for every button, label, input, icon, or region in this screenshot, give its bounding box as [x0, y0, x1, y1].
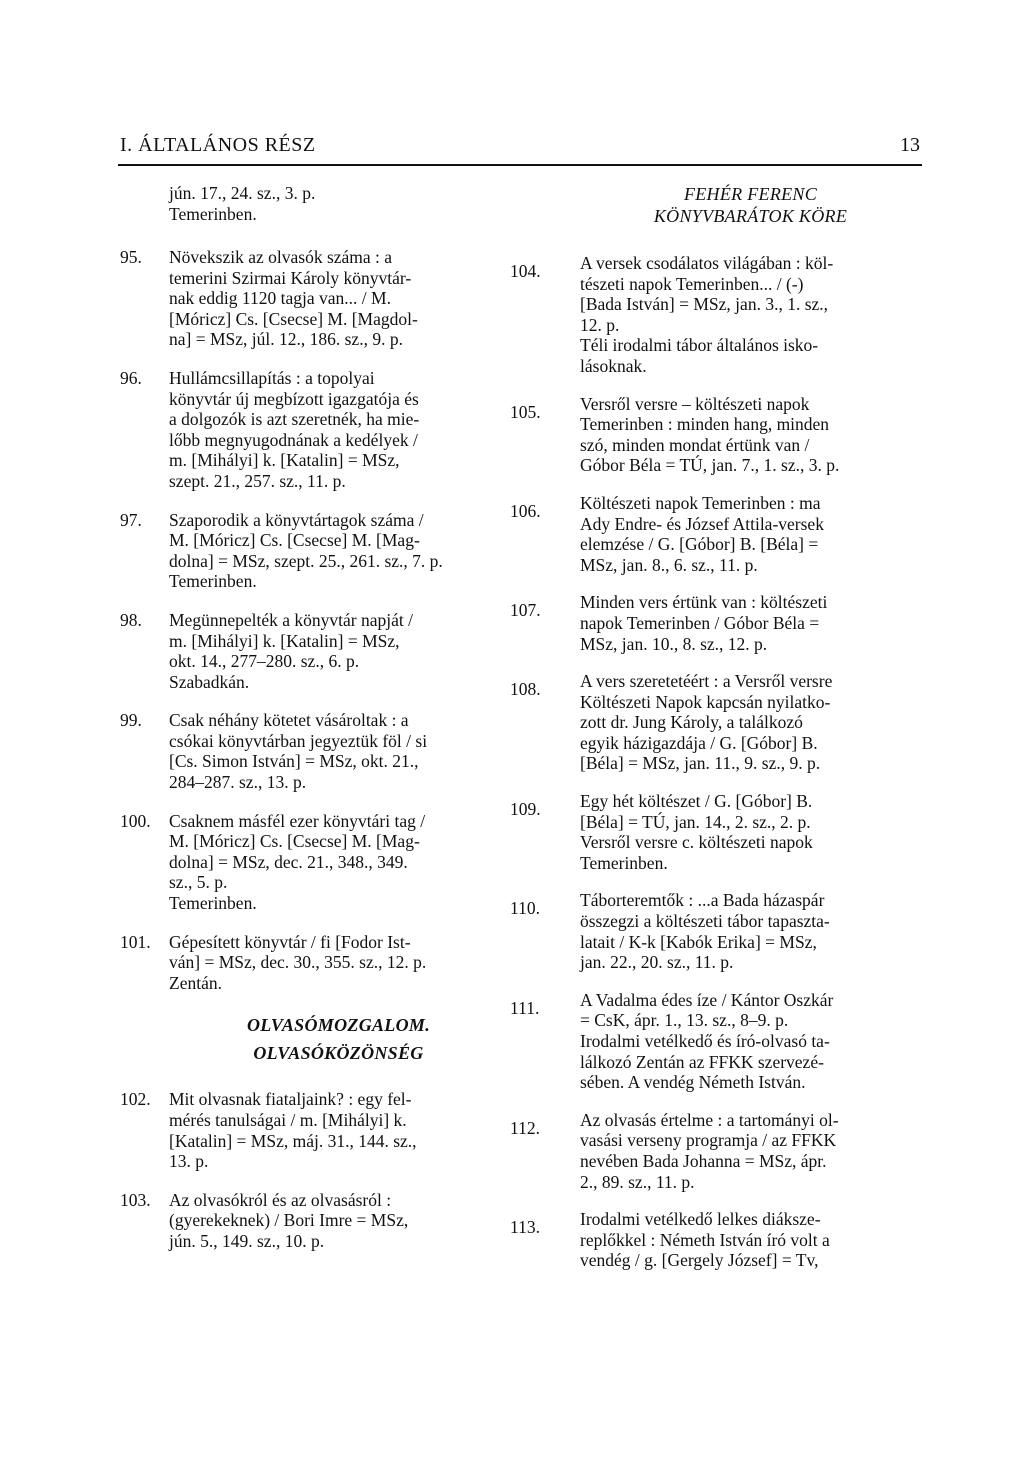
bibliography-entry	[120, 710, 508, 792]
entry-text	[580, 592, 921, 654]
entry-line: Minden vers értünk van : költészeti	[580, 592, 828, 613]
entry-number: 97.	[120, 509, 142, 530]
bibliography-entry	[510, 890, 921, 972]
entry-line: [Béla] = TÚ, jan. 14., 2. sz., 2. p.	[580, 811, 811, 832]
entry-number: 113.	[510, 1217, 540, 1238]
bibliography-entry	[510, 592, 921, 654]
entry-line: Hullámcsillapítás : a topolyai	[169, 367, 375, 388]
entry-number: 111.	[510, 997, 540, 1018]
entry-line: Csaknem másfél ezer könyvtári tag /	[169, 810, 426, 831]
bibliography-entry	[510, 1209, 921, 1271]
entry-line: sében. A vendég Németh István.	[580, 1072, 806, 1093]
entry-text	[580, 671, 921, 774]
entry-line: tészeti napok Temerinben... / (-)	[580, 273, 804, 294]
entry-number: 112.	[510, 1117, 540, 1138]
bibliography-entry	[120, 247, 508, 350]
entry-line: [Cs. Simon István] = MSz, okt. 21.,	[169, 751, 419, 772]
entry-text	[169, 247, 508, 350]
entry-line: 2., 89. sz., 11. p.	[580, 1171, 695, 1192]
entry-line: szept. 21., 257. sz., 11. p.	[169, 470, 346, 491]
entry-line: Egy hét költészet / G. [Góbor] B.	[580, 791, 813, 812]
entry-number: 110.	[510, 898, 540, 919]
entry-text	[169, 1089, 508, 1171]
entry-text	[169, 510, 508, 592]
entry-line: csókai könyvtárban jegyeztük föl / si	[169, 730, 428, 751]
entry-line: M. [Móricz] Cs. [Csecse] M. [Mag-	[169, 530, 420, 551]
bibliography-entry	[120, 811, 508, 914]
entry-text	[169, 610, 508, 692]
entry-line: ván] = MSz, dec. 30., 355. sz., 12. p.	[169, 952, 427, 973]
section-heading-line: OLVASÓKÖZÖNSÉG	[253, 1043, 424, 1064]
entry-text	[580, 1110, 921, 1192]
entry-line: Temerinben.	[580, 852, 668, 873]
running-head-section: I. ÁLTALÁNOS RÉSZ	[120, 134, 316, 156]
entry-line: nevében Bada Johanna = MSz, ápr.	[580, 1150, 827, 1171]
entry-line: [Bada István] = MSz, jan. 3., 1. sz.,	[580, 294, 829, 315]
entry-line: okt. 14., 277–280. sz., 6. p.	[169, 651, 360, 672]
continued-entry	[120, 183, 508, 225]
entry-line: Költészeti Napok kapcsán nyilatko-	[580, 691, 831, 712]
entry-number: 96.	[120, 367, 142, 388]
entry-text	[580, 253, 921, 377]
entry-line: Versről versre – költészeti napok	[580, 393, 810, 414]
entry-line: Zentán.	[169, 972, 222, 993]
entry-line: replőkkel : Németh István író volt a	[580, 1229, 830, 1250]
bibliography-entry	[510, 791, 921, 873]
entry-line: m. [Mihályi] k. [Katalin] = MSz,	[169, 450, 400, 471]
entry-line: 13. p.	[169, 1151, 209, 1172]
entry-line: összegzi a költészeti tábor tapaszta-	[580, 911, 830, 932]
entry-line: Gépesített könyvtár / fi [Fodor Ist-	[169, 931, 411, 952]
entry-line: Versről versre c. költészeti napok	[580, 832, 813, 853]
entry-line: Temerinben.	[169, 893, 257, 914]
bibliography-entry	[510, 1110, 921, 1192]
entry-line: Szabadkán.	[169, 671, 250, 692]
entry-number: 99.	[120, 710, 142, 731]
entry-number: 100.	[120, 810, 151, 831]
entry-line: m. [Mihályi] k. [Katalin] = MSz,	[169, 630, 400, 651]
entry-text	[580, 890, 921, 972]
entry-number: 103.	[120, 1189, 151, 1210]
entry-line: Téli irodalmi tábor általános isko-	[580, 335, 819, 356]
entry-line: Növekszik az olvasók száma : a	[169, 247, 393, 267]
entry-line: (gyerekeknek) / Bori Imre = MSz,	[169, 1210, 409, 1231]
section-heading	[120, 1011, 508, 1067]
entry-line: sz., 5. p.	[169, 872, 228, 893]
bibliography-entry	[120, 932, 508, 994]
entry-line: 12. p.	[580, 314, 620, 335]
entry-text	[580, 1209, 921, 1271]
bibliography-entry	[120, 368, 508, 492]
entry-text	[580, 493, 921, 575]
entry-line: Táborteremtők : ...a Bada házaspár	[580, 890, 825, 911]
entry-text	[580, 394, 921, 476]
bibliography-entry	[120, 510, 508, 592]
section-heading	[510, 183, 921, 227]
entry-line: elemzése / G. [Góbor] B. [Béla] =	[580, 534, 819, 555]
entry-line: Mit olvasnak fiataljaink? : egy fel-	[169, 1089, 412, 1110]
entry-number: 98.	[120, 609, 142, 630]
entry-number: 105.	[510, 401, 541, 422]
entry-line: A Vadalma édes íze / Kántor Oszkár	[580, 989, 834, 1010]
entry-line: Irodalmi vetélkedő lelkes diáksze-	[580, 1209, 821, 1230]
entry-line: [Béla] = MSz, jan. 11., 9. sz., 9. p.	[580, 753, 821, 774]
entry-line: lálkozó Zentán az FFKK szervezé-	[580, 1051, 824, 1072]
entry-text	[169, 811, 508, 914]
entry-number: 104.	[510, 261, 541, 281]
bibliography-entry	[120, 1089, 508, 1171]
section-heading-line: KÖNYVBARÁTOK KÖRE	[653, 206, 848, 226]
bibliography-entry	[510, 394, 921, 476]
entry-number: 102.	[120, 1089, 151, 1110]
entry-line: Megünnepelték a könyvtár napját /	[169, 609, 413, 630]
entry-line: A vers szeretetéért : a Versről versre	[580, 671, 833, 692]
bibliography-entry	[120, 1190, 508, 1252]
entry-line: [Móricz] Cs. [Csecse] M. [Magdol-	[169, 308, 418, 329]
page-number: 13	[900, 134, 920, 156]
entry-number: 107.	[510, 600, 541, 621]
entry-line: zott dr. Jung Károly, a találkozó	[580, 712, 803, 733]
entry-line: na] = MSz, júl. 12., 186. sz., 9. p.	[169, 329, 403, 350]
entry-line: 284–287. sz., 13. p.	[169, 772, 307, 793]
entry-line: MSz, jan. 10., 8. sz., 12. p.	[580, 633, 768, 654]
entry-line: M. [Móricz] Cs. [Csecse] M. [Mag-	[169, 831, 420, 852]
entry-line: A versek csodálatos világában : köl-	[580, 253, 834, 273]
entry-line: Az olvasás értelme : a tartományi ol-	[580, 1109, 839, 1130]
entry-line: dolna] = MSz, dec. 21., 348., 349.	[169, 851, 408, 872]
entry-number: 106.	[510, 500, 541, 521]
right-column	[510, 183, 921, 1288]
entry-number: 109.	[510, 799, 541, 820]
entry-line: Ady Endre- és József Attila-versek	[580, 513, 824, 534]
entry-text	[169, 932, 508, 994]
entry-line: a dolgozók is azt szeretnék, ha mie-	[169, 409, 420, 430]
entry-text	[169, 368, 508, 492]
entry-line: dolna] = MSz, szept. 25., 261. sz., 7. p.	[169, 550, 443, 571]
entry-line: Szaporodik a könyvtártagok száma /	[169, 509, 424, 530]
entry-text	[580, 990, 921, 1093]
entry-line: MSz, jan. 8., 6. sz., 11. p.	[580, 554, 758, 575]
entry-line: = CsK, ápr. 1., 13. sz., 8–9. p.	[580, 1010, 789, 1031]
entry-line: lásoknak.	[580, 355, 647, 376]
header-rule	[118, 164, 922, 166]
continued-line: Temerinben.	[169, 204, 257, 224]
entry-line: vasási verseny programja / az FFKK	[580, 1130, 837, 1151]
section-heading-line: OLVASÓMOZGALOM.	[246, 1015, 430, 1036]
entry-line: Irodalmi vetélkedő és író-olvasó ta-	[580, 1031, 830, 1051]
entry-text	[169, 1190, 508, 1252]
entry-line: Temerinben : minden hang, minden	[580, 414, 830, 435]
left-column	[120, 183, 508, 1270]
bibliography-entry	[510, 253, 921, 377]
entry-line: Góbor Béla = TÚ, jan. 7., 1. sz., 3. p.	[580, 455, 840, 476]
entry-text	[169, 710, 508, 792]
continued-line: jún. 17., 24. sz., 3. p.	[169, 183, 316, 203]
entry-line: egyik házigazdája / G. [Góbor] B.	[580, 732, 818, 753]
entry-line: jan. 22., 20. sz., 11. p.	[580, 952, 734, 973]
entry-line: Csak néhány kötetet vásároltak : a	[169, 710, 409, 731]
entry-line: vendég / g. [Gergely József] = Tv,	[580, 1250, 819, 1271]
entry-number: 108.	[510, 679, 541, 700]
entry-number: 95.	[120, 247, 142, 267]
page-header	[120, 134, 920, 164]
bibliography-entry	[510, 990, 921, 1093]
bibliography-entry	[510, 493, 921, 575]
entry-number: 101.	[120, 931, 151, 952]
entry-line: könyvtár új megbízott igazgatója és	[169, 388, 419, 409]
entry-line: lőbb megnyugodnának a kedélyek /	[169, 429, 418, 450]
entry-line: napok Temerinben / Góbor Béla =	[580, 612, 820, 633]
entry-line: Temerinben.	[169, 571, 257, 592]
entry-line: jún. 5., 149. sz., 10. p.	[169, 1230, 325, 1251]
entry-line: nak eddig 1120 tagja van... / M.	[169, 288, 391, 309]
entry-text	[580, 791, 921, 873]
entry-line: mérés tanulságai / m. [Mihályi] k.	[169, 1110, 407, 1130]
bibliography-entry	[510, 671, 921, 774]
entry-line: szó, minden mondat értünk van /	[580, 434, 810, 455]
entry-line: [Katalin] = MSz, máj. 31., 144. sz.,	[169, 1130, 417, 1151]
entry-line: Költészeti napok Temerinben : ma	[580, 492, 821, 513]
entry-line: Az olvasókról és az olvasásról :	[169, 1189, 392, 1210]
entry-line: latait / K-k [Kabók Erika] = MSz,	[580, 931, 817, 952]
entry-line: temerini Szirmai Károly könyvtár-	[169, 267, 412, 288]
section-heading-line: FEHÉR FERENC	[683, 184, 818, 204]
bibliography-entry	[120, 610, 508, 692]
